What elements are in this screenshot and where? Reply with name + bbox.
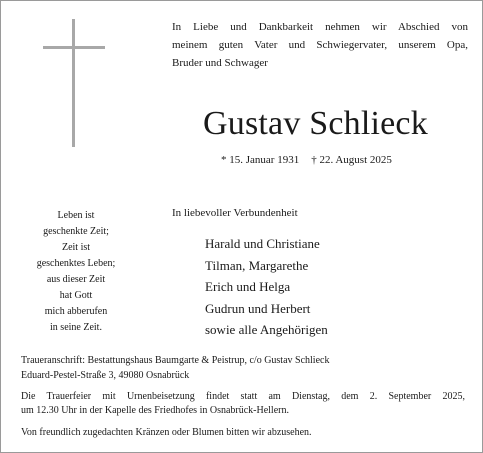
cross-horizontal-bar	[43, 46, 105, 49]
birth-date: * 15. Januar 1931	[221, 154, 300, 166]
mourner-name: Gudrun und Herbert	[205, 300, 311, 316]
intro-line: In Liebe und Dankbarkeit nehmen wir Abschied von	[172, 21, 468, 33]
ceremony-notice	[21, 390, 465, 418]
poem-line: geschenkte Zeit;	[43, 226, 109, 237]
mourner-name: sowie alle Angehörigen	[205, 322, 328, 338]
deceased-name: Gustav Schlieck	[203, 105, 428, 142]
mourner-name: Harald und Christiane	[205, 236, 320, 251]
poem-line: in seine Zeit.	[50, 322, 102, 333]
address-line: Traueranschrift: Bestattungshaus Baumgarte & Peistrup, c/o Gustav Schlieck	[21, 355, 330, 366]
intro-text	[172, 18, 468, 72]
cross-vertical-bar	[72, 19, 75, 147]
poem-line: Leben ist	[57, 210, 95, 221]
mourners-list	[205, 233, 328, 341]
mourner-name: Tilman, Margarethe	[205, 257, 309, 273]
ceremony-line: um 12.30 Uhr in der Kapelle des Friedhofes in Osnabrück-Hellern.	[21, 405, 289, 416]
intro-line: meinem guten Vater und Schwiegervater, unserem Opa,	[172, 39, 468, 51]
mourner-name: Erich und Helga	[205, 279, 291, 295]
poem-line: Zeit ist	[61, 242, 91, 253]
cross-icon	[43, 19, 105, 147]
life-dates	[221, 153, 392, 167]
poem	[21, 208, 131, 336]
death-date: † 22. August 2025	[311, 154, 392, 166]
flowers-notice: Von freundlich zugedachten Kränzen oder Blumen bitten wir abzusehen.	[21, 427, 312, 438]
ceremony-line: Die Trauerfeier mit Urnenbeisetzung findet statt am Dienstag, dem 2. September 2025,	[21, 391, 465, 402]
mourning-address	[21, 354, 329, 383]
poem-line: mich abberufen	[44, 306, 108, 317]
poem-line: geschenktes Leben;	[36, 258, 116, 269]
intro-line: Bruder und Schwager	[172, 57, 268, 69]
poem-line: hat Gott	[59, 290, 93, 301]
address-line: Eduard-Pestel-Straße 3, 49080 Osnabrück	[21, 369, 190, 381]
mourners-intro: In liebevoller Verbundenheit	[172, 207, 298, 219]
poem-line: aus dieser Zeit	[46, 274, 106, 285]
